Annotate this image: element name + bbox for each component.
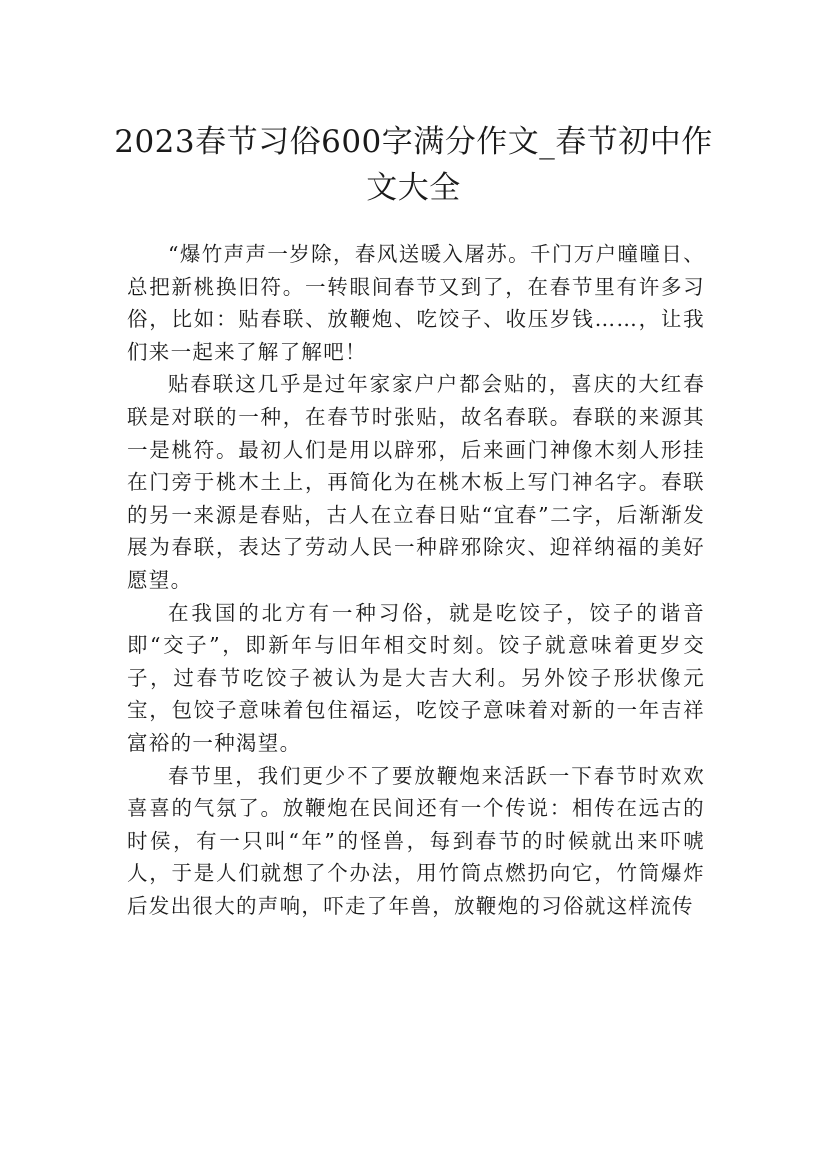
title-line-2: 文大全: [366, 169, 461, 206]
document-body: [127, 238, 705, 922]
document-title: [100, 119, 727, 211]
paragraph-spring-couplets: 贴春联这几乎是过年家家户户都会贴的，喜庆的大红春联是对联的一种，在春节时张贴，故名春联。春联的来源其一是桃符。最初人们是用以辟邪，后来画门神像木刻人形挂在门旁于桃木土上，再简化为在桃木板上写门神名字。春联的另一来源是春贴，古人在立春日贴“宜春”二字，后渐渐发展为春联，表达了劳动人民一种辟邪除灾、迎祥纳福的美好愿望。: [127, 372, 705, 592]
title-line-1: 2023春节习俗600字满分作文_春节初中作: [114, 123, 713, 160]
paragraph-intro: “爆竹声声一岁除，春风送暖入屠苏。千门万户曈曈日、总把新桃换旧符。一转眼间春节又到了，在春节里有许多习俗，比如：贴春联、放鞭炮、吃饺子、收压岁钱……，让我们来一起来了解了解吧！: [127, 242, 705, 364]
paragraph-firecrackers: 春节里，我们更少不了要放鞭炮来活跃一下春节时欢欢喜喜的气氛了。放鞭炮在民间还有一个传说：相传在远古的时侯，有一只叫“年”的怪兽，每到春节的时候就出来吓唬人，于是人们就想了个办法，用竹筒点燃扔向它，竹筒爆炸后发出很大的声响，吓走了年兽，放鞭炮的习俗就这样流传: [127, 763, 705, 918]
paragraph-dumplings: 在我国的北方有一种习俗，就是吃饺子，饺子的谐音即“交子”，即新年与旧年相交时刻。饺子就意味着更岁交子，过春节吃饺子被认为是大吉大利。另外饺子形状像元宝，包饺子意味着包住福运，吃饺子意味着对新的一年吉祥富裕的一种渴望。: [127, 600, 705, 755]
